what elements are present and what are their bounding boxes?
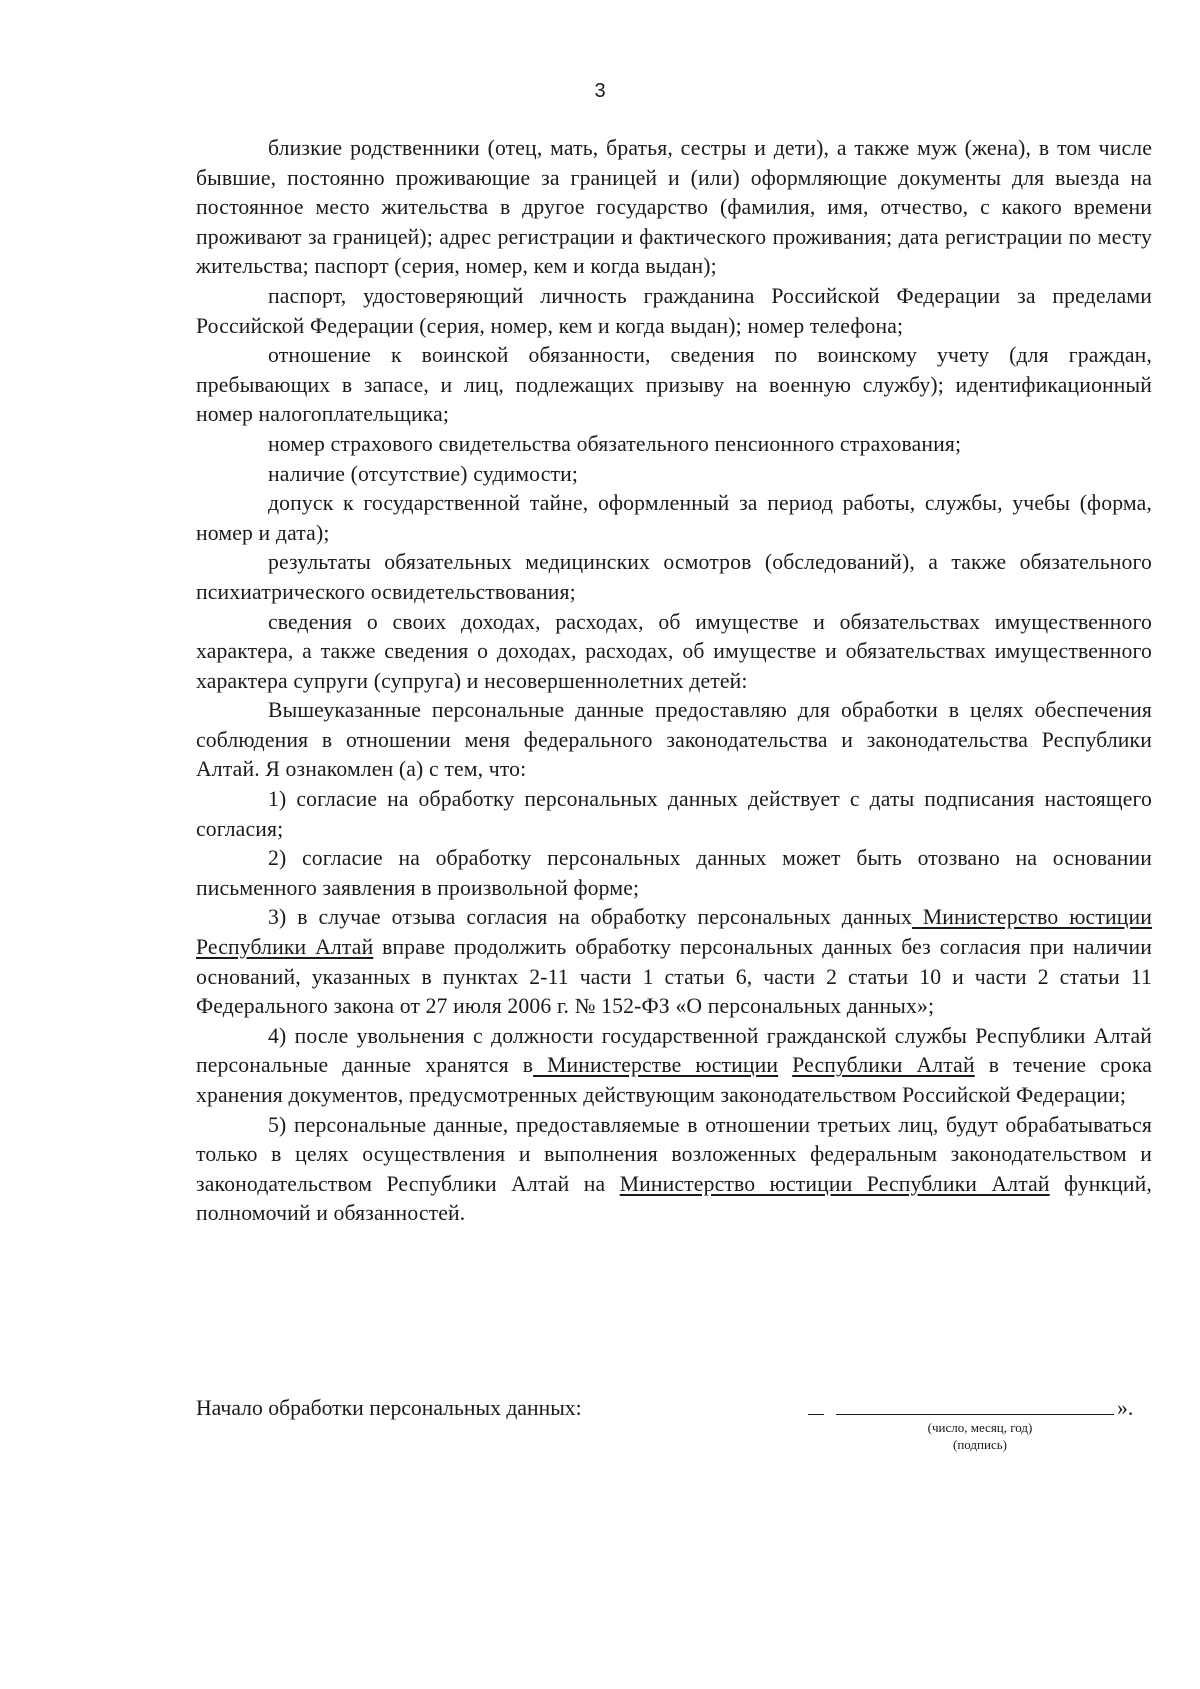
item-3-text-e: вправе продолжить обработку персональных данных без согласия при наличии оснований, указанных в пунктах 2-11 части 1 статьи 6, части 2 статьи 10 и части 2 статьи 11 Федерального закона от 27 июля 2006 г. № 152-ФЗ «О персональных данных»; (196, 935, 1152, 1019)
paragraph-item-3 (196, 903, 1152, 1021)
document-body (196, 134, 1152, 1229)
paragraph-item-5 (196, 1111, 1152, 1229)
date-day-blank (808, 1414, 824, 1415)
item-5-text-a: 5) персональные данные, предоставляемые в отношении третьих лиц, будут обрабатываться только в целях осуществления и выполнения возложенных федеральным законодательством и законодательством Республики Алтай на (196, 1112, 1152, 1196)
paragraph-criminal-record: наличие (отсутствие) судимости; (268, 461, 579, 486)
item-5-ministry-name: Министерство юстиции Республики Алтай (619, 1171, 1050, 1196)
paragraph-military: отношение к воинской обязанности, сведения по воинскому учету (для граждан, пребывающих в запасе, и лиц, подлежащих призыву на военную службу); идентификационный номер налогоплательщика; (196, 343, 1152, 427)
paragraph-purpose: Вышеуказанные персональные данные предоставляю для обработки в целях обеспечения соблюдения в отношении меня федерального законодательства и законодательства Республики Алтай. Я ознакомлен (а) с тем, что: (196, 698, 1152, 782)
paragraph-state-secret: допуск к государственной тайне, оформленный за период работы, службы, учебы (форма, номер и дата); (196, 491, 1152, 545)
item-4-republic-name: Республики Алтай (792, 1053, 975, 1078)
date-signature-blank (836, 1414, 1114, 1415)
item-4-ministry-name: Министерстве юстиции (533, 1053, 779, 1078)
date-caption: (число, месяц, год) (927, 1420, 1033, 1435)
paragraph-item-4 (196, 1022, 1152, 1111)
item-4-text-e: в течение срока хранения документов, предусмотренных действующим законодательством Российской Федерации; (196, 1053, 1152, 1107)
paragraph-item-2: 2) согласие на обработку персональных данных может быть отозвано на основании письменного заявления в произвольной форме; (196, 846, 1152, 900)
paragraph-relatives: близкие родственники (отец, мать, братья, сестры и дети), а также муж (жена), в том числе бывшие, постоянно проживающие за границей и (или) оформляющие документы для выезда на постоянное место жительства в другое государство (фамилия, имя, отчество, с какого времени проживают за границей); адрес регистрации и фактического проживания; дата регистрации по месту жительства; паспорт (серия, номер, кем и когда выдан); (196, 136, 1152, 279)
item-3-ministry-name: Министерство юстиции (911, 905, 1152, 930)
item-4-space (778, 1053, 792, 1077)
paragraph-medical: результаты обязательных медицинских осмотров (обследований), а также обязательного психиатрического освидетельствования; (196, 550, 1152, 604)
item-3-republic-name: Республики Алтай (196, 935, 374, 960)
signature-caption: (подпись) (953, 1437, 1007, 1452)
paragraph-foreign-passport: паспорт, удостоверяющий личность гражданина Российской Федерации за пределами Российской Федерации (серия, номер, кем и когда выдан); номер телефона; (196, 283, 1152, 338)
processing-start-label: Начало обработки персональных данных: (196, 1396, 582, 1420)
item-3-text-a: 3) в случае отзыва согласия на обработку персональных данных (268, 905, 912, 930)
item-5-text-c: функций, полномочий и обязанностей. (196, 1171, 1152, 1226)
item-4-text-a: 4) после увольнения с должности государственной гражданской службы Республики Алтай персональные данные хранятся в (196, 1023, 1152, 1078)
closing-quote: ». (1117, 1396, 1134, 1420)
page-number: 3 (594, 80, 606, 102)
paragraph-item-1: 1) согласие на обработку персональных данных действует с даты подписания настоящего согласия; (196, 787, 1152, 841)
paragraph-insurance: номер страхового свидетельства обязательного пенсионного страхования; (268, 431, 962, 456)
paragraph-income: сведения о своих доходах, расходах, об имуществе и обязательствах имущественного характера, а также сведения о доходах, расходах, об имуществе и обязательствах имущественного характера супруги (супруга) и несовершеннолетних детей: (196, 609, 1152, 693)
